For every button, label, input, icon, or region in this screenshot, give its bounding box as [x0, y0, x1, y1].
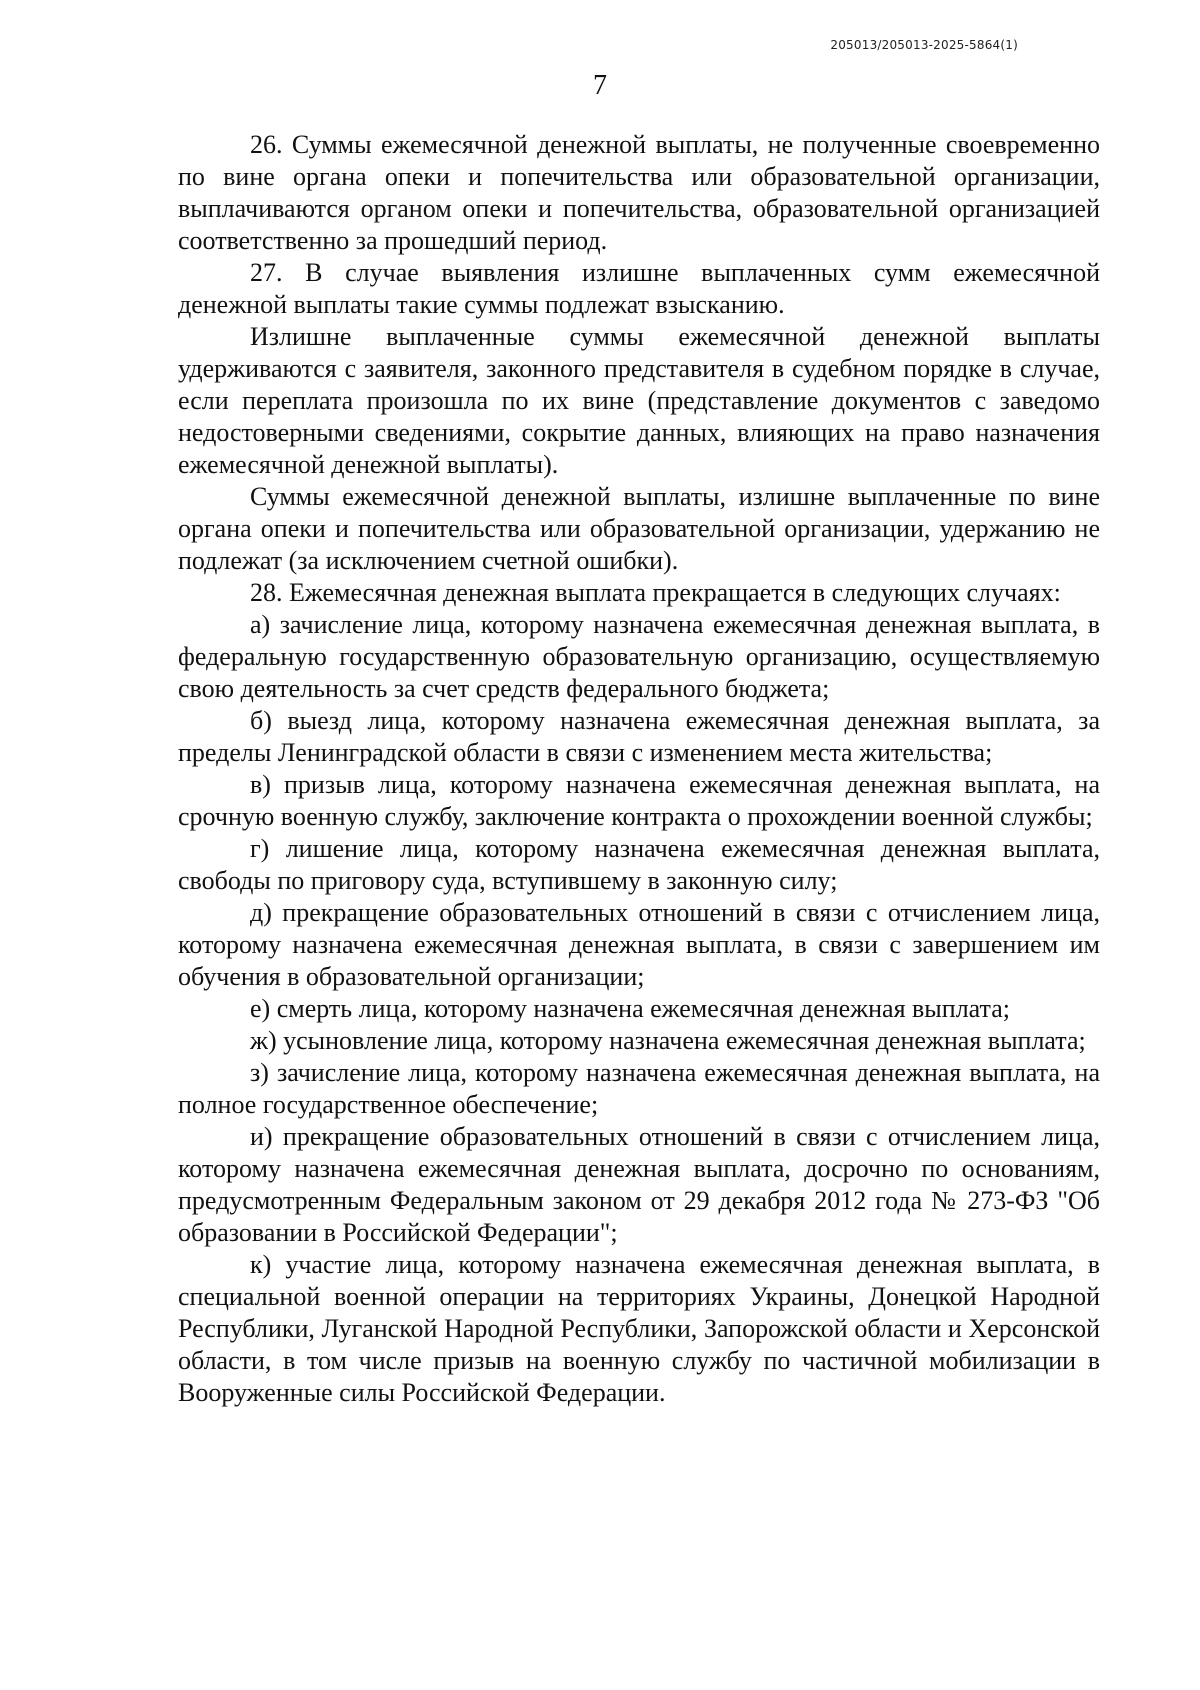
paragraph-28: 28. Ежемесячная денежная выплата прекращается в следующих случаях: — [250, 578, 1061, 607]
list-item-d: д) прекращение образовательных отношений в связи с отчислением лица, которому назначена ежемесячная денежная выплата, в связи с завершением им обучения в образовательной организации; — [178, 898, 1100, 991]
list-item-b: б) выезд лица, которому назначена ежемесячная денежная выплата, за пределы Ленинградской области в связи с изменением места жительства; — [178, 706, 1100, 767]
paragraph-27-no-withholding: Суммы ежемесячной денежной выплаты, излишне выплаченные по вине органа опеки и попечительства или образовательной организации, удержанию не подлежат (за исключением счетной ошибки). — [178, 482, 1100, 575]
document-body — [178, 129, 1100, 1409]
list-item-a: а) зачисление лица, которому назначена ежемесячная денежная выплата, в федеральную государственную образовательную организацию, осуществляемую свою деятельность за счет средств федерального бюджета; — [178, 610, 1100, 703]
page-number: 7 — [593, 70, 607, 101]
paragraph-26: 26. Суммы ежемесячной денежной выплаты, не полученные своевременно по вине органа опеки и попечительства или образовательной организации, выплачиваются органом опеки и попечительства, образовательной организацией соответственно за прошедший период. — [178, 130, 1100, 255]
list-item-k: к) участие лица, которому назначена ежемесячная денежная выплата, в специальной военной операции на территориях Украины, Донецкой Народной Республики, Луганской Народной Республики, Запорожской области и Херсонской области, в том числе призыв на военную службу по частичной мобилизации в Вооруженные силы Российской Федерации. — [178, 1250, 1100, 1407]
list-item-v: в) призыв лица, которому назначена ежемесячная денежная выплата, на срочную военную службу, заключение контракта о прохождении военной службы; — [178, 770, 1100, 831]
list-item-i: и) прекращение образовательных отношений в связи с отчислением лица, которому назначена ежемесячная денежная выплата, досрочно по основаниям, предусмотренным Федеральным законом от 29 декабря 2012 года № 273-ФЗ "Об образовании в Российской Федерации"; — [178, 1122, 1100, 1247]
paragraph-27: 27. В случае выявления излишне выплаченных сумм ежемесячной денежной выплаты такие суммы подлежат взысканию. — [178, 258, 1100, 319]
list-item-g: г) лишение лица, которому назначена ежемесячная денежная выплата, свободы по приговору суда, вступившему в законную силу; — [178, 834, 1100, 895]
list-item-z: з) зачисление лица, которому назначена ежемесячная денежная выплата, на полное государственное обеспечение; — [178, 1058, 1100, 1119]
list-item-e: е) смерть лица, которому назначена ежемесячная денежная выплата; — [250, 994, 1010, 1023]
paragraph-27-overpayment-withholding: Излишне выплаченные суммы ежемесячной денежной выплаты удерживаются с заявителя, законного представителя в судебном порядке в случае, если переплата произошла по их вине (представление документов с заведомо недостоверными сведениями, сокрытие данных, влияющих на право назначения ежемесячной денежной выплаты). — [178, 322, 1100, 479]
list-item-zh: ж) усыновление лица, которому назначена ежемесячная денежная выплата; — [250, 1026, 1086, 1055]
document-id: 205013/205013-2025-5864(1) — [830, 38, 1018, 52]
